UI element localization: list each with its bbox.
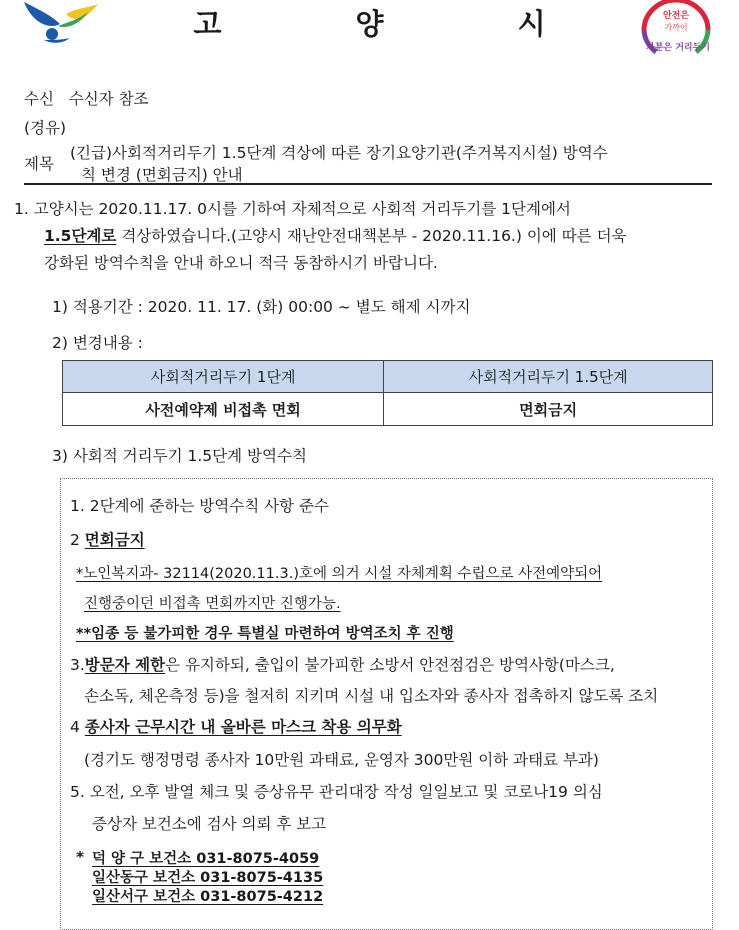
rule-4-note: (경기도 행정명령 종사자 10만원 과태료, 운영자 300만원 이하 과태료 부과) bbox=[84, 751, 599, 769]
table-header: 사회적거리두기 1.5단계 bbox=[384, 361, 713, 393]
rule-2-title: 면회금지 bbox=[84, 531, 145, 549]
contact-deokyang: 덕 양 구 보건소 031-8075-4059 bbox=[92, 851, 320, 867]
rule-3-rest: 은 유지하되, 출입이 불가피한 소방서 안전점검은 방역사항(마스크, bbox=[165, 656, 615, 674]
rule-2-note-1a: *노인복지과- 32114(2020.11.3.)호에 의거 시설 자체계획 수립으로 사전예약되어 bbox=[76, 566, 603, 582]
table-cell: 면회금지 bbox=[384, 393, 713, 426]
rule-2-number: 2 bbox=[70, 531, 85, 549]
table-header-row bbox=[63, 361, 713, 393]
rule-3-title: 방문자 제한 bbox=[84, 656, 166, 674]
para1-line2 bbox=[44, 224, 627, 246]
contact-ilsanseo: 일산서구 보건소 031-8075-4212 bbox=[92, 889, 324, 905]
subject-line-1: (긴급)사회적거리두기 1.5단계 격상에 따른 장기요양기관(주거복지시설) 방역수 bbox=[70, 144, 608, 162]
rule-3 bbox=[70, 653, 615, 675]
rule-2-note-1b: 진행중이던 비접촉 면회까지만 진행가능. bbox=[84, 596, 341, 612]
contacts-star: * bbox=[76, 848, 85, 866]
recipient-label: 수신 bbox=[24, 90, 54, 108]
recipient-line bbox=[24, 87, 149, 109]
page-title: 고 양 시 bbox=[193, 7, 608, 41]
rule-5-line-1: 5. 오전, 오후 발열 체크 및 증상유무 관리대장 작성 일일보고 및 코로나19 의심 bbox=[70, 783, 603, 801]
contact-ilsandong: 일산동구 보건소 031-8075-4135 bbox=[92, 870, 324, 886]
para1-line1: 1. 고양시는 2020.11.17. 0시를 기하여 자체적으로 사회적 거리두기를 1단계에서 bbox=[14, 200, 571, 218]
svg-text:차분은 거리두기: 차분은 거리두기 bbox=[646, 43, 710, 53]
subject-label: 제목 bbox=[24, 155, 54, 173]
stage-emphasis: 1.5단계로 bbox=[44, 227, 117, 245]
rules-heading: 3) 사회적 거리두기 1.5단계 방역수칙 bbox=[52, 447, 307, 465]
apply-period: 1) 적용기간 : 2020. 11. 17. (화) 00:00 ~ 별도 해제 시까지 bbox=[52, 298, 471, 316]
rule-4-title: 종사자 근무시간 내 올바른 마스크 착용 의무화 bbox=[84, 718, 402, 736]
distancing-slogan-logo bbox=[636, 0, 716, 62]
subject-line-2: 칙 변경 (면회금지) 안내 bbox=[81, 166, 243, 184]
table-header: 사회적거리두기 1단계 bbox=[63, 361, 384, 393]
svg-text:가까이: 가까이 bbox=[664, 23, 688, 32]
recipient-value: 수신자 참조 bbox=[68, 90, 149, 108]
table-cell: 사전예약제 비접촉 면회 bbox=[63, 393, 384, 426]
rule-4 bbox=[70, 715, 402, 737]
table-row bbox=[63, 393, 713, 426]
header-divider bbox=[24, 183, 712, 185]
rule-3-line-2: 손소독, 체온측정 등)을 철저히 지키며 시설 내 입소자와 종사자 접촉하지 않도록 조치 bbox=[84, 687, 659, 705]
rule-3-number: 3. bbox=[70, 656, 85, 674]
change-content-label: 2) 변경내용 : bbox=[52, 334, 143, 352]
via-line: (경유) bbox=[24, 119, 67, 137]
rule-2-note-2: **임종 등 불가피한 경우 특별실 마련하여 방역조치 후 진행 bbox=[76, 626, 454, 642]
rule-4-number: 4 bbox=[70, 718, 85, 736]
para1-line3: 강화된 방역수칙을 안내 하오니 적극 동참하시기 바랍니다. bbox=[44, 254, 438, 272]
rule-2 bbox=[70, 528, 145, 550]
svg-text:안전은: 안전은 bbox=[662, 11, 690, 21]
para1-line2-rest: 격상하였습니다.(고양시 재난안전대책본부 - 2020.11.16.) 이에 따른 더욱 bbox=[116, 227, 627, 245]
change-table bbox=[62, 360, 713, 426]
rule-5-line-2: 증상자 보건소에 검사 의뢰 후 보고 bbox=[92, 815, 327, 833]
rule-1: 1. 2단계에 준하는 방역수칙 사항 준수 bbox=[70, 497, 329, 515]
